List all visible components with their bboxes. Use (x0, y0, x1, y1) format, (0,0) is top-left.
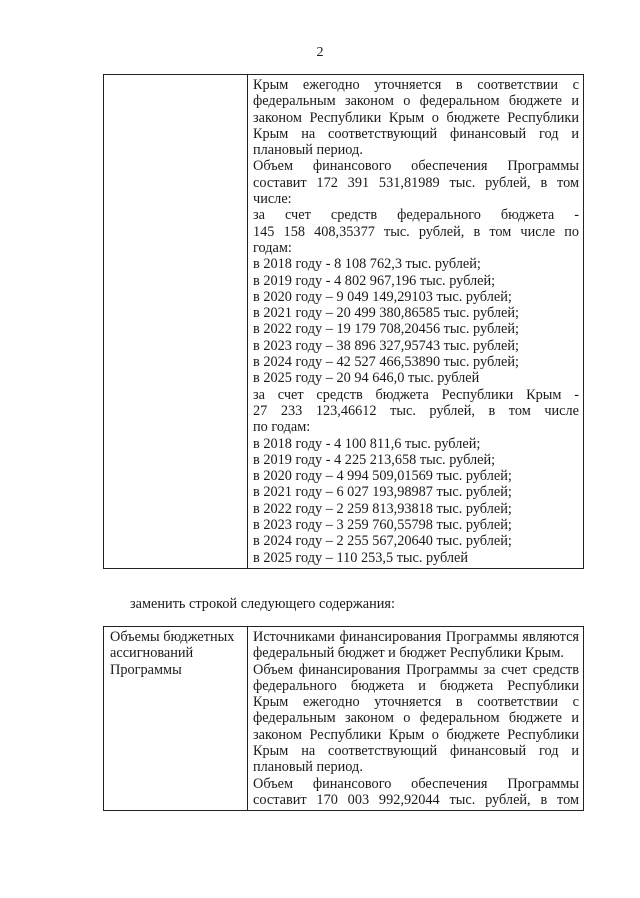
text-line: Объем финансового обеспечения Программы (253, 775, 579, 792)
text-line: законом Республики Крым о бюджете Республики (253, 109, 579, 126)
text-line: в 2019 году - 4 802 967,196 тыс. рублей; (253, 272, 496, 289)
passport-table-new (103, 626, 584, 811)
text-line: составит 172 391 531,81989 тыс. рублей, в том (253, 174, 579, 191)
text-line: в 2021 году – 20 499 380,86585 тыс. рублей; (253, 305, 519, 322)
text-line: за счет средств федерального бюджета - (253, 207, 579, 224)
text-line: годам: (253, 239, 292, 256)
text-line: по годам: (253, 419, 311, 436)
text-line: плановый период. (253, 142, 363, 159)
text-line: в 2024 году – 42 527 466,53890 тыс. рублей; (253, 354, 519, 371)
text-line: 145 158 408,35377 тыс. рублей, в том числе по (253, 223, 579, 240)
text-line: в 2022 году – 19 179 708,20456 тыс. рублей; (253, 321, 519, 338)
text-line: плановый период. (253, 759, 363, 776)
text-line: федеральным законом о федеральном бюджете и (253, 93, 579, 110)
row-label-line: ассигнований (110, 645, 194, 662)
row-label-cell (104, 75, 248, 569)
text-line: федеральным законом о федеральном бюджете и (253, 710, 579, 727)
text-line: Источниками финансирования Программы являются (253, 629, 579, 645)
text-line: числе: (253, 191, 292, 208)
text-line: в 2022 году – 2 259 813,93818 тыс. рублей; (253, 500, 512, 517)
text-line: Объем финансирования Программы за счет средств (253, 661, 579, 678)
text-line: Крым ежегодно уточняется в соответствии с (253, 77, 579, 93)
passport-table-old (103, 74, 584, 569)
text-line: за счет средств бюджета Республики Крым - (253, 386, 579, 403)
text-line: в 2025 году – 110 253,5 тыс. рублей (253, 549, 469, 566)
text-line: законом Республики Крым о бюджете Республики (253, 726, 579, 743)
text-line: в 2018 году - 4 100 811,6 тыс. рублей; (253, 435, 481, 452)
row-content-cell (248, 75, 584, 569)
text-line: федерального бюджета и бюджета Республики (253, 677, 579, 694)
row-content-cell (248, 627, 584, 811)
text-line: составит 170 003 992,92044 тыс. рублей, в том (253, 791, 579, 808)
text-line: в 2024 году – 2 255 567,20640 тыс. рублей; (253, 533, 512, 550)
text-line: в 2020 году – 4 994 509,01569 тыс. рублей; (253, 468, 512, 485)
row-label-line: Объемы бюджетных (110, 629, 235, 645)
text-line: Крым ежегодно уточняется в соответствии с (253, 694, 579, 711)
page-number: 2 (316, 45, 324, 60)
row-label-cell (104, 627, 248, 811)
replacement-instruction: заменить строкой следующего содержания: (130, 596, 395, 612)
text-line: в 2025 году – 20 94 646,0 тыс. рублей (253, 370, 480, 387)
row-label-line: Программы (110, 661, 182, 678)
text-line: в 2023 году – 3 259 760,55798 тыс. рублей; (253, 517, 512, 534)
text-line: в 2020 году – 9 049 149,29103 тыс. рублей; (253, 288, 512, 305)
table-row (104, 627, 584, 811)
text-line: в 2021 году – 6 027 193,98987 тыс. рублей; (253, 484, 512, 501)
table-row (104, 75, 584, 569)
text-line: в 2018 году - 8 108 762,3 тыс. рублей; (253, 256, 481, 273)
text-line: в 2019 году - 4 225 213,658 тыс. рублей; (253, 451, 496, 468)
text-line: федеральный бюджет и бюджет Республики Крым. (253, 645, 564, 662)
text-line: в 2023 году – 38 896 327,95743 тыс. рублей; (253, 337, 519, 354)
text-line: Крым на соответствующий финансовый год и (253, 125, 579, 142)
text-line: Крым на соответствующий финансовый год и (253, 743, 579, 760)
text-line: 27 233 123,46612 тыс. рублей, в том числе (253, 402, 579, 419)
text-line: Объем финансового обеспечения Программы (253, 158, 579, 175)
